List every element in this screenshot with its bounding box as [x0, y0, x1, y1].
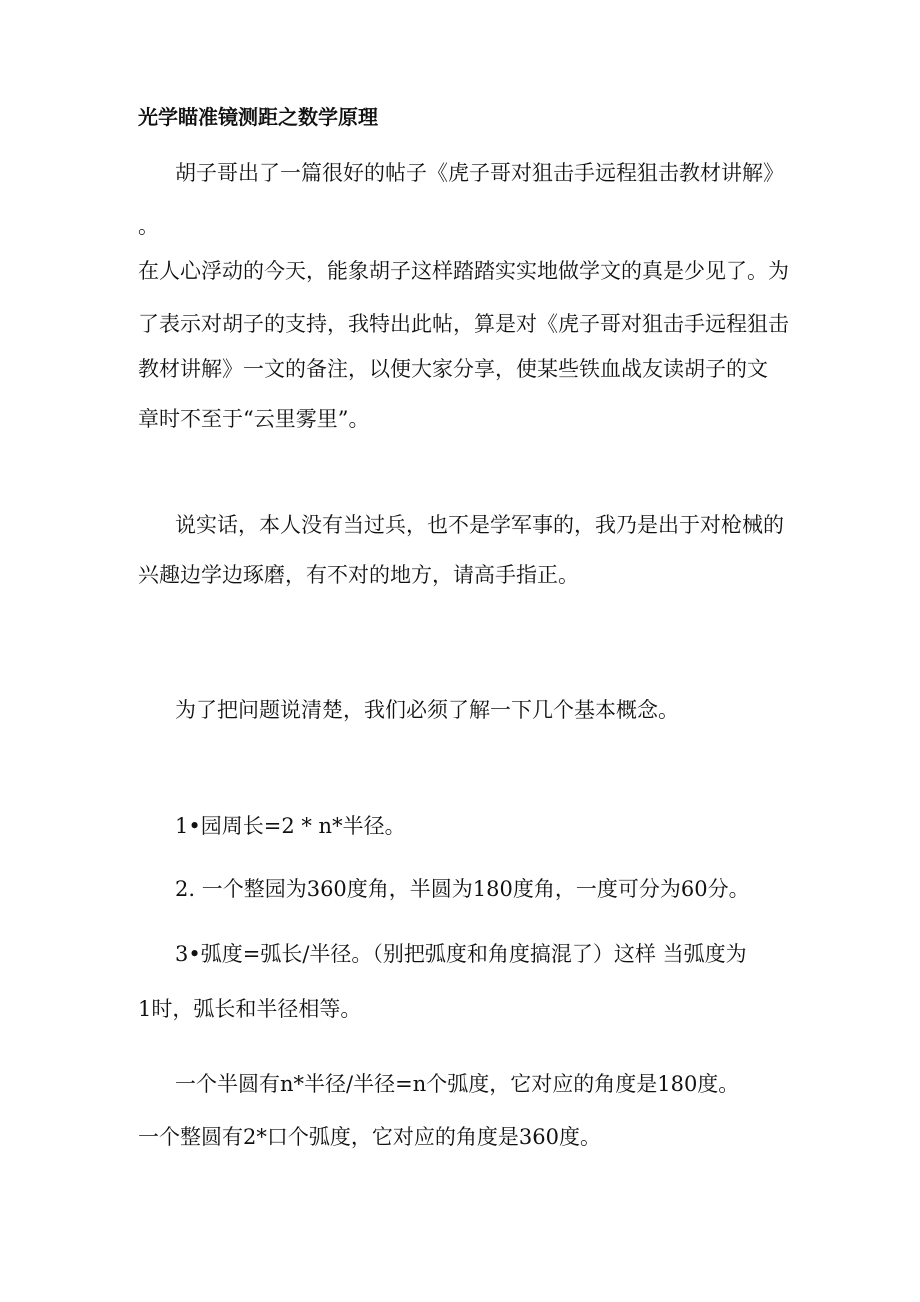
document-title: 光学瞄准镜测距之数学原理 — [138, 105, 378, 129]
paragraph-line: 胡子哥出了一篇很好的帖子《虎子哥对狙击手远程狙击教材讲解》 — [175, 161, 784, 185]
paragraph-line: 在人心浮动的今天，能象胡子这样踏踏实实地做学文的真是少见了。为 — [138, 259, 789, 283]
list-item: 1•园周长=2 * n*半径。 — [175, 814, 406, 838]
paragraph-line: 。 — [138, 214, 159, 238]
paragraph-line: 教材讲解》一文的备注，以便大家分享，使某些铁血战友读胡子的文 — [138, 357, 768, 381]
paragraph-line: 一个半圆有n*半径/半径=n个弧度，它对应的角度是180度。 — [175, 1072, 740, 1096]
paragraph-line: 了表示对胡子的支持，我特出此帖，算是对《虎子哥对狙击手远程狙击 — [138, 312, 789, 336]
paragraph-line: 为了把问题说清楚，我们必须了解一下几个基本概念。 — [175, 698, 679, 722]
paragraph-line: 说实话，本人没有当过兵，也不是学军事的，我乃是出于对枪械的 — [175, 513, 784, 537]
paragraph-line: 章时不至于“云里雾里”。 — [138, 407, 370, 431]
paragraph-line: 一个整圆有2*口个弧度，它对应的角度是360度。 — [138, 1125, 601, 1149]
list-item-continuation: 1时，弧长和半径相等。 — [138, 997, 362, 1021]
paragraph-line: 兴趣边学边琢磨，有不对的地方，请高手指正。 — [138, 563, 579, 587]
list-item: 3•弧度=弧长/半径。（别把弧度和角度搞混了）这样 当弧度为 — [175, 942, 747, 966]
list-item: 2. 一个整园为360度角，半圆为180度角，一度可分为60分。 — [175, 877, 750, 901]
